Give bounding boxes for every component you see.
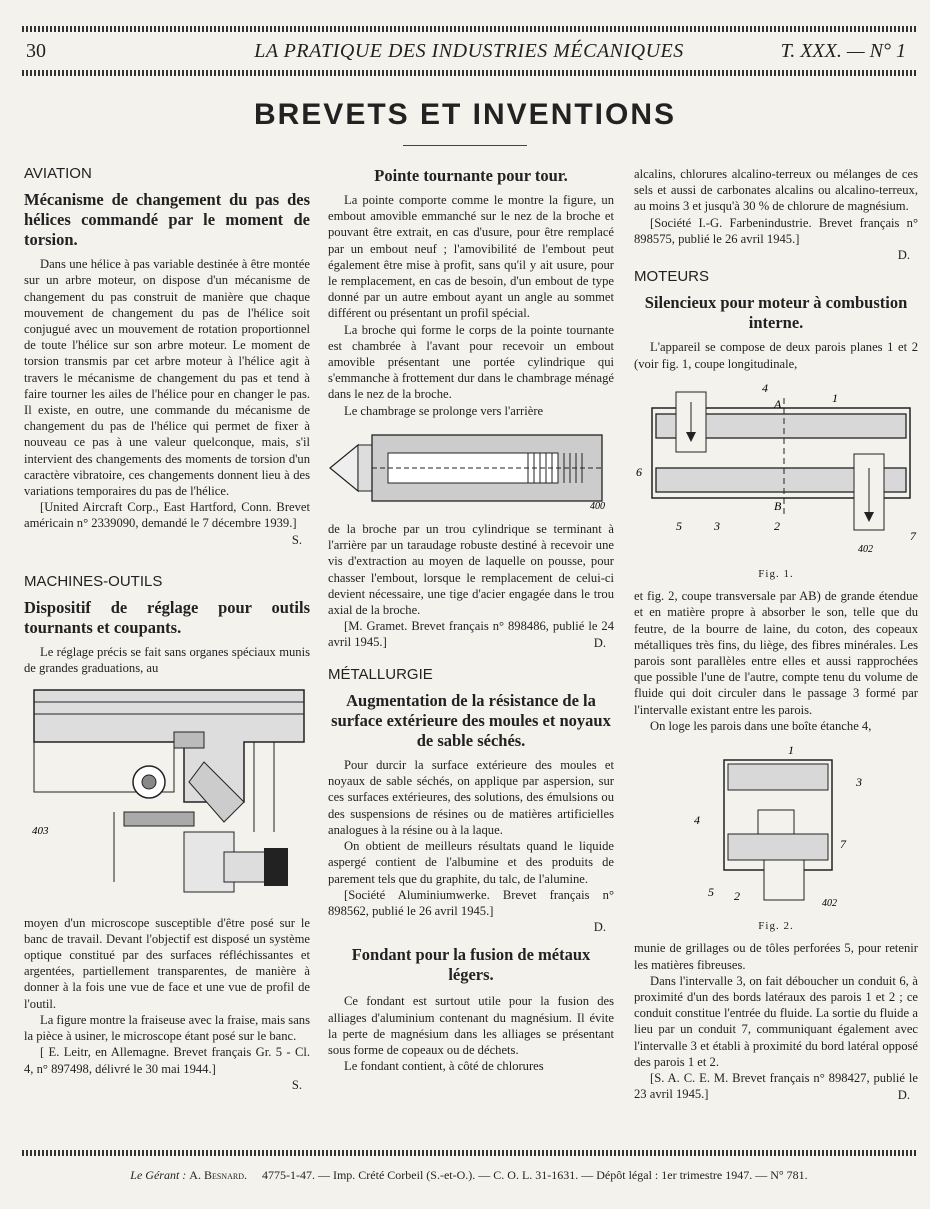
figure-caption: Fig. 1.	[758, 568, 794, 581]
label-3: 3	[714, 518, 720, 533]
article-body: et fig. 2, coupe transversale par AB) de grande étendue et en matière propre à absorber le son, telle que du feutre, de la bourre de laine, du coton, des copeaux métalliques très fins, du liège, des fibres minérales. Les parois sont parallèles entre elles et aussi rapprochées que possible l'une de l'autre, compte tenu du volume de fluide qui doit circuler dans le passage 3 formé par l'intervalle existant entre les parois.	[634, 589, 918, 717]
article-body: munie de grillages ou de tôles perforées 5, pour retenir les matières fibreuses.	[634, 941, 918, 972]
article-body: On obtient de meilleurs résultats quand le liquide aspergé contient de l'albumine et des produits de parement tels que du graphite, du talc, de l'alumine.	[328, 839, 614, 886]
article-title: Fondant pour la fusion de métaux légers.	[351, 945, 591, 985]
article-body: Le fondant contient, à côté de chlorures	[344, 1059, 544, 1074]
article-title: Dispositif de réglage pour outils tournants et coupants.	[24, 598, 310, 638]
title-underline	[403, 145, 527, 146]
gerant-label: Le Gérant :	[130, 1168, 187, 1182]
label-1: 1	[788, 743, 794, 758]
author-initial: S.	[291, 1077, 302, 1092]
label-7: 7	[910, 528, 916, 543]
label-B: B	[774, 498, 782, 513]
figure-number: 400	[590, 500, 605, 511]
silencer-longitudinal-drawing	[634, 378, 918, 556]
journal-title: LA PRATIQUE DES INDUSTRIES MÉCANIQUES	[254, 40, 684, 62]
gerant-name: A. Besnard.	[189, 1168, 247, 1182]
patent-reference: [United Aircraft Corp., East Hartford, Conn. Brevet américain n° 2339090, demandé le 7 décembre 1939.]	[24, 500, 310, 531]
figure-caption: Fig. 2.	[758, 920, 794, 933]
article-body: Pour durcir la surface extérieure des moules et noyaux de sable séchés, on applique par aspersion, sur ces surfaces extérieures, des solutions, des émulsions ou des suspensions de résines ou de matières artificielles analogues à la résine ou à la laque.	[328, 758, 614, 837]
author-initial: D.	[593, 635, 606, 650]
label-2: 2	[774, 518, 780, 533]
page-number: 30	[26, 40, 46, 62]
figure-number: 402	[822, 898, 837, 909]
patent-reference: [M. Gramet. Brevet français n° 898486, publié le 24 avril 1945.]	[328, 619, 614, 650]
imprint-footer	[22, 1168, 916, 1183]
label-1: 1	[832, 390, 838, 405]
column-3	[634, 160, 918, 1103]
article-body: Dans l'intervalle 3, on fait déboucher un conduit 6, à proximité d'un des bords latéraux des parois 1 et 2 ; ce conduit constitue l'entrée du fluide. La sortie du fluide a lieu par un conduit 7, communiquant également avec l'intervalle 3 et établi à proximité du bord latéral opposé des parois 1 et 2.	[634, 973, 918, 1069]
article-title: Pointe tournante pour tour.	[374, 166, 568, 185]
figure-1	[634, 378, 918, 560]
article-body: de la broche par un trou cylindrique se terminant à l'arrière par un taraudage robuste destiné à recevoir une vis d'extraction au moyen de laquelle on pousse, pour chasser l'embout, lorsque le remplacement de celui-ci devient nécessaire, une tige d'acier engagée dans le trou axial de la broche.	[328, 522, 614, 618]
figure-2	[634, 740, 918, 912]
figure-milling-machine	[24, 682, 310, 908]
label-4: 4	[694, 813, 700, 828]
patent-reference: [Société Aluminiumwerke. Brevet français n° 898562, publié le 26 avril 1945.]	[328, 887, 614, 918]
article-body: Ce fondant est surtout utile pour la fusion des alliages d'aluminium contenant du magnésium. Il évite la perte de magnésium dans les alliages se présentant sous forme de copeaux ou de déchets.	[328, 994, 614, 1057]
article-body: L'appareil se compose de deux parois planes 1 et 2 (voir fig. 1, coupe longitudinale,	[634, 340, 918, 371]
section-aviation: AVIATION	[24, 165, 92, 182]
printing-info: 4775-1-47. — Imp. Crété Corbeil (S.-et-O.). — C. O. L. 31-1631. — Dépôt légal : 1er trimestre 1947. — N° 781.	[261, 1168, 808, 1182]
article-title: Augmentation de la résistance de la surface extérieure des moules et noyaux de sable séchés.	[331, 691, 611, 751]
column-1	[24, 160, 310, 1093]
article-body: La pointe comporte comme le montre la figure, un embout amovible emmanché sur le nez de la broche et pouvant être extrait, en cas d'usure, pour être remplacé par un embout neuf ; l'amovibilité de l'embout peut également être mise à profit, sans qu'il y ait usure, pour le remplacement, en cas de besoin, d'un embout de type donné par un autre embout ayant un angle au sommet différent ou présentant un profil spécial.	[328, 193, 614, 321]
article-body: La figure montre la fraiseuse avec la fraise, mais sans la pièce à usiner, le microscope étant posé sur le banc.	[24, 1012, 310, 1044]
label-7: 7	[840, 837, 846, 852]
page-title: BREVETS ET INVENTIONS	[253, 98, 677, 131]
author-initial: D.	[897, 248, 910, 263]
article-body: Le chambrage se prolonge vers l'arrière	[344, 403, 544, 418]
article-body: Le réglage précis se fait sans organes spéciaux munis de grandes graduations, au	[24, 645, 310, 676]
running-header	[22, 38, 916, 66]
label-5: 5	[676, 518, 682, 533]
figure-tailstock-center	[328, 425, 614, 515]
silencer-cross-section-drawing	[634, 740, 918, 908]
figure-number: 403	[32, 825, 49, 838]
header-rule	[22, 70, 916, 76]
article-body: alcalins, chlorures alcalino-terreux ou mélanges de ces sels et aussi de carbonates alcalins ou alcalino-terreux, au moins 3 et jusqu'à 30 % de chlorure de magnésium.	[634, 167, 918, 214]
author-initial: S.	[291, 532, 302, 547]
tailstock-center-drawing	[328, 425, 614, 511]
section-metallurgie: MÉTALLURGIE	[328, 665, 433, 683]
label-5: 5	[708, 885, 714, 900]
footer-rule	[22, 1150, 916, 1156]
column-2	[328, 160, 614, 1074]
author-initial: D.	[897, 1087, 910, 1102]
label-3: 3	[856, 775, 862, 790]
section-machines-outils: MACHINES-OUTILS	[24, 572, 163, 590]
patent-reference: [ E. Leitr, en Allemagne. Brevet français Gr. 5 - Cl. 4, n° 897498, délivré le 30 mai 1944.]	[24, 1045, 310, 1076]
patent-reference: [S. A. C. E. M. Brevet français n° 898427, publié le 23 avril 1945.]	[634, 1071, 918, 1102]
patent-reference: [Société I.-G. Farbenindustrie. Brevet français n° 898575, publié le 26 avril 1945.]	[634, 215, 918, 246]
article-title: Silencieux pour moteur à combustion interne.	[644, 293, 908, 333]
label-A: A	[774, 396, 782, 411]
label-6: 6	[636, 464, 642, 479]
article-title: Mécanisme de changement du pas des hélices commandé par le moment de torsion.	[24, 190, 310, 250]
label-2: 2	[734, 889, 740, 904]
article-body: Dans une hélice à pas variable destinée à être montée sur un arbre moteur, on dispose d'un mécanisme de changement du pas construit de manière que chaque mouvement de changement du pas de l'hélice soit conjugué avec un mouvement de rotation proportionnel de toute l'hélice sur son arbre moteur. Le moment de torsion transmis par cet arbre moteur à l'hélice agit à travers le mécanisme de changement du pas et tend à faire tourner les ailes de l'hélice pour en changer le pas. Il existe, en outre, une commande du mécanisme de changement du pas de l'hélice qui permet de fixer à nouveau ce pas à une valeur quelconque, mais, s'il intervient des changements des moments de torsion d'un caractère vibratoire, ces changements donnent lieu à des variations temporaires du pas de l'hélice.	[24, 257, 310, 499]
volume-number: T. XXX. — N° 1	[780, 40, 906, 62]
article-body: moyen d'un microscope susceptible d'être posé sur le banc de travail. Devant l'objectif est disposé un système optique constitué par des surfaces réfléchissantes et argentées, partiellement transparentes, de manière à donner à la fois une vue de face et une vue de profil de l'outil.	[24, 915, 310, 1011]
top-rule	[22, 26, 916, 32]
author-initial: D.	[593, 920, 606, 935]
section-moteurs: MOTEURS	[634, 268, 709, 286]
article-body: On loge les parois dans une boîte étanche 4,	[650, 718, 872, 733]
figure-number: 402	[858, 543, 873, 555]
label-4: 4	[762, 380, 768, 395]
milling-machine-drawing	[24, 682, 310, 904]
article-body: La broche qui forme le corps de la pointe tournante est chambrée à l'avant pour recevoir un embout amovible présentant une portée cylindrique qui s'emmanche à frottement dur dans le chambrage ménagé dans le nez de la broche.	[328, 322, 614, 402]
